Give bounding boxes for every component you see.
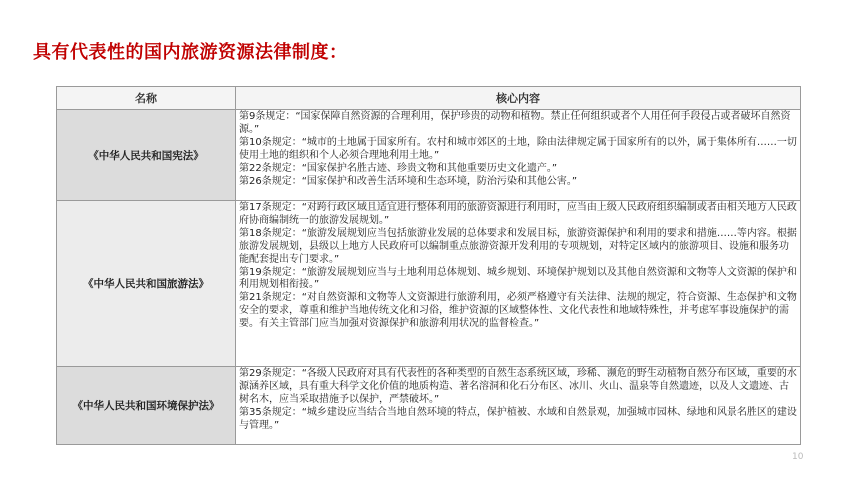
law-content-constitution — [236, 110, 801, 201]
law-table — [56, 86, 801, 445]
law-name-environment: 《中华人民共和国环境保护法》 — [57, 367, 236, 445]
page-title: 具有代表性的国内旅游资源法律制度： — [33, 42, 348, 63]
clause-text: 第22条规定：“国家保护名胜古迹、珍贵文物和其他重要历史文化遗产。” — [239, 162, 558, 174]
table-row — [57, 201, 801, 367]
header-content: 核心内容 — [236, 87, 801, 110]
clause-text: 第18条规定：“旅游发展规划应当包括旅游业发展的总体要求和发展目标，旅游资源保护和利用的要求和措施……等内容。根据旅游发展规划，县级以上地方人民政府可以编制重点旅游资源开发利用的专项规划，对特定区域内的旅游项目、设施和服务功能配套提出专门要求。” — [239, 227, 797, 265]
header-name: 名称 — [57, 87, 236, 110]
clause-text: 第19条规定：“旅游发展规划应当与土地利用总体规划、城乡规划、环境保护规划以及其他自然资源和文物等人文资源的保护和利用规划相衔接。” — [239, 266, 797, 291]
clause-text: 第29条规定：“各级人民政府对具有代表性的各种类型的自然生态系统区域，珍稀、濒危的野生动植物自然分布区域，重要的水源涵养区域，具有重大科学文化价值的地质构造、著名溶洞和化石分布区、冰川、火山、温泉等自然遗迹，以及人文遗迹、古树名木，应当采取措施予以保护，严禁破坏。” — [239, 368, 797, 405]
clause-text: 第10条规定：“城市的土地属于国家所有。农村和城市郊区的土地，除由法律规定属于国家所有的以外，属于集体所有……一切使用土地的组织和个人必须合理地利用土地。” — [239, 136, 797, 161]
law-content-tourism — [236, 201, 801, 367]
page-number: 10 — [792, 452, 804, 462]
table-header-row — [57, 87, 801, 110]
clause-text: 第17条规定：“对跨行政区域且适宜进行整体利用的旅游资源进行利用时，应当由上级人民政府组织编制或者由相关地方人民政府协商编制统一的旅游发展规划。” — [239, 202, 797, 226]
table-row — [57, 367, 801, 445]
clause-text: 第21条规定：“对自然资源和文物等人文资源进行旅游利用，必须严格遵守有关法律、法规的规定，符合资源、生态保护和文物安全的要求，尊重和维护当地传统文化和习俗，维护资源的区域整体性、文化代表性和地域特殊性，并考虑军事设施保护的需要。有关主管部门应当加强对资源保护和旅游利用状况的监督检查。” — [239, 292, 797, 330]
clause-text: 第9条规定：“国家保障自然资源的合理利用，保护珍贵的动物和植物。禁止任何组织或者个人用任何手段侵占或者破坏自然资源。” — [239, 111, 791, 135]
clause-text: 第35条规定：“城乡建设应当结合当地自然环境的特点，保护植被、水域和自然景观，加强城市园林、绿地和风景名胜区的建设与管理。” — [239, 406, 797, 431]
law-name-tourism: 《中华人民共和国旅游法》 — [57, 201, 236, 367]
law-name-constitution: 《中华人民共和国宪法》 — [57, 110, 236, 201]
table-row — [57, 110, 801, 201]
clause-text: 第26条规定：“国家保护和改善生活环境和生态环境，防治污染和其他公害。” — [239, 175, 578, 187]
law-content-environment — [236, 367, 801, 445]
